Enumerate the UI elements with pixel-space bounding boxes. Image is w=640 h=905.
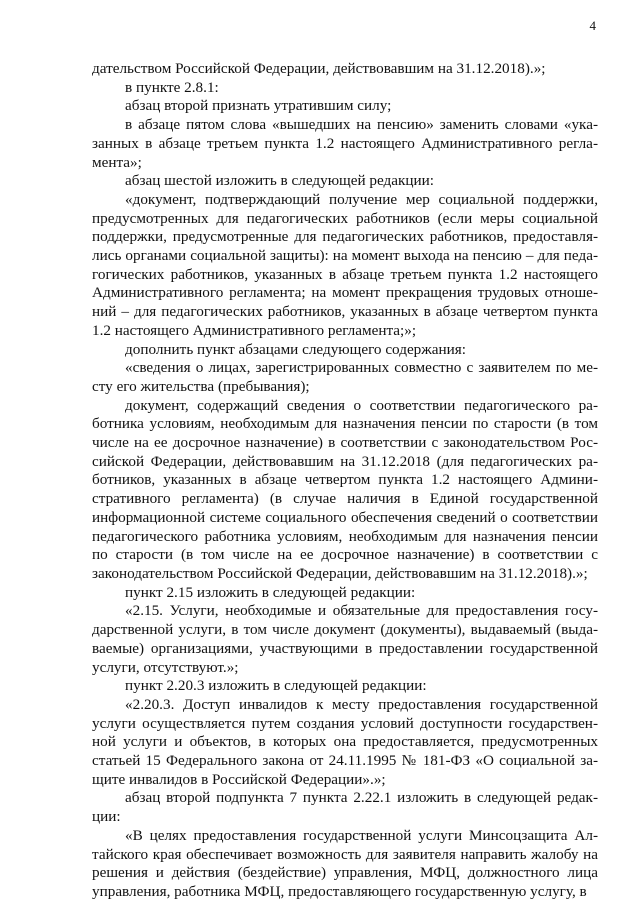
paragraph: абзац второй подпункта 7 пункта 2.22.1 изложить в следующей редакции: <box>92 789 598 826</box>
paragraph: «2.15. Услуги, необходимые и обязательные для предоставления государственной услуги, в том числе документ (документы), выдаваемый (выдаваемые) организациями, участвующими в предоставлении государственной услуги, отсутствуют.»; <box>92 602 598 676</box>
page-number: 4 <box>589 18 596 33</box>
paragraph: пункт 2.15 изложить в следующей редакции: <box>125 583 416 601</box>
paragraph: в абзаце пятом слова «вышедших на пенсию» заменить словами «указанных в абзаце третьем пункта 1.2 настоящего Административного регламента»; <box>92 116 598 171</box>
paragraph: документ, содержащий сведения о соответствии педагогического работника условиям, необходимым для назначения пенсии по старости (в том числе на ее досрочное назначение) в соответствии с законодательством Российской Федерации, действовавшим на 31.12.2018 (для педагогических работников, указанных в абзаце четвертом пункта 1.2 настоящего Административного регламента) (в случае наличия в Единой государственной информационной системе социального обеспечения сведений о соответствии педагогического работника условиям, необходимым для назначения пенсии по старости (в том числе на ее досрочное назначение) в соответствии с законодательством Российской Федерации, действовавшим на 31.12.2018).»; <box>92 396 598 582</box>
paragraph: пункт 2.20.3 изложить в следующей редакции: <box>125 677 427 695</box>
paragraph: «документ, подтверждающий получение мер социальной поддержки, предусмотренных для педагогических работников (если меры социальной поддержки, предусмотренные для педагогических работников, предоставлялись органами социальной защиты): на момент выхода на пенсию – для педагогических работников, указанных в абзаце третьем пункта 1.2 настоящего Административного регламента; на момент прекращения трудовых отношений – для педагогических работников, указанных в абзаце четвертом пункта 1.2 настоящего Административного регламента;»; <box>92 190 598 339</box>
paragraph: «2.20.3. Доступ инвалидов к месту предоставления государственной услуги осуществляется путем создания условий доступности государственной услуги и объектов, в которых она предоставляется, предусмотренных статьей 15 Федерального закона от 24.11.1995 № 181-ФЗ «О социальной защите инвалидов в Российской Федерации».»; <box>92 695 598 788</box>
paragraph: «В целях предоставления государственной услуги Минсоцзащита Алтайского края обеспечивает возможность для заявителя направить жалобу на решения и действия (бездействие) управления, МФЦ, должностного лица управления, работника МФЦ, предоставляющего государственную услугу, в <box>92 826 598 900</box>
paragraph: абзац второй признать утратившим силу; <box>125 97 392 115</box>
paragraph: дополнить пункт абзацами следующего содержания: <box>125 340 466 358</box>
document-body <box>92 60 598 902</box>
paragraph: абзац шестой изложить в следующей редакции: <box>125 172 434 190</box>
paragraph: дательством Российской Федерации, действовавшим на 31.12.2018).»; <box>92 60 546 77</box>
paragraph: в пункте 2.8.1: <box>125 78 219 96</box>
paragraph: «сведения о лицах, зарегистрированных совместно с заявителем по месту его жительства (пребывания); <box>92 359 598 395</box>
